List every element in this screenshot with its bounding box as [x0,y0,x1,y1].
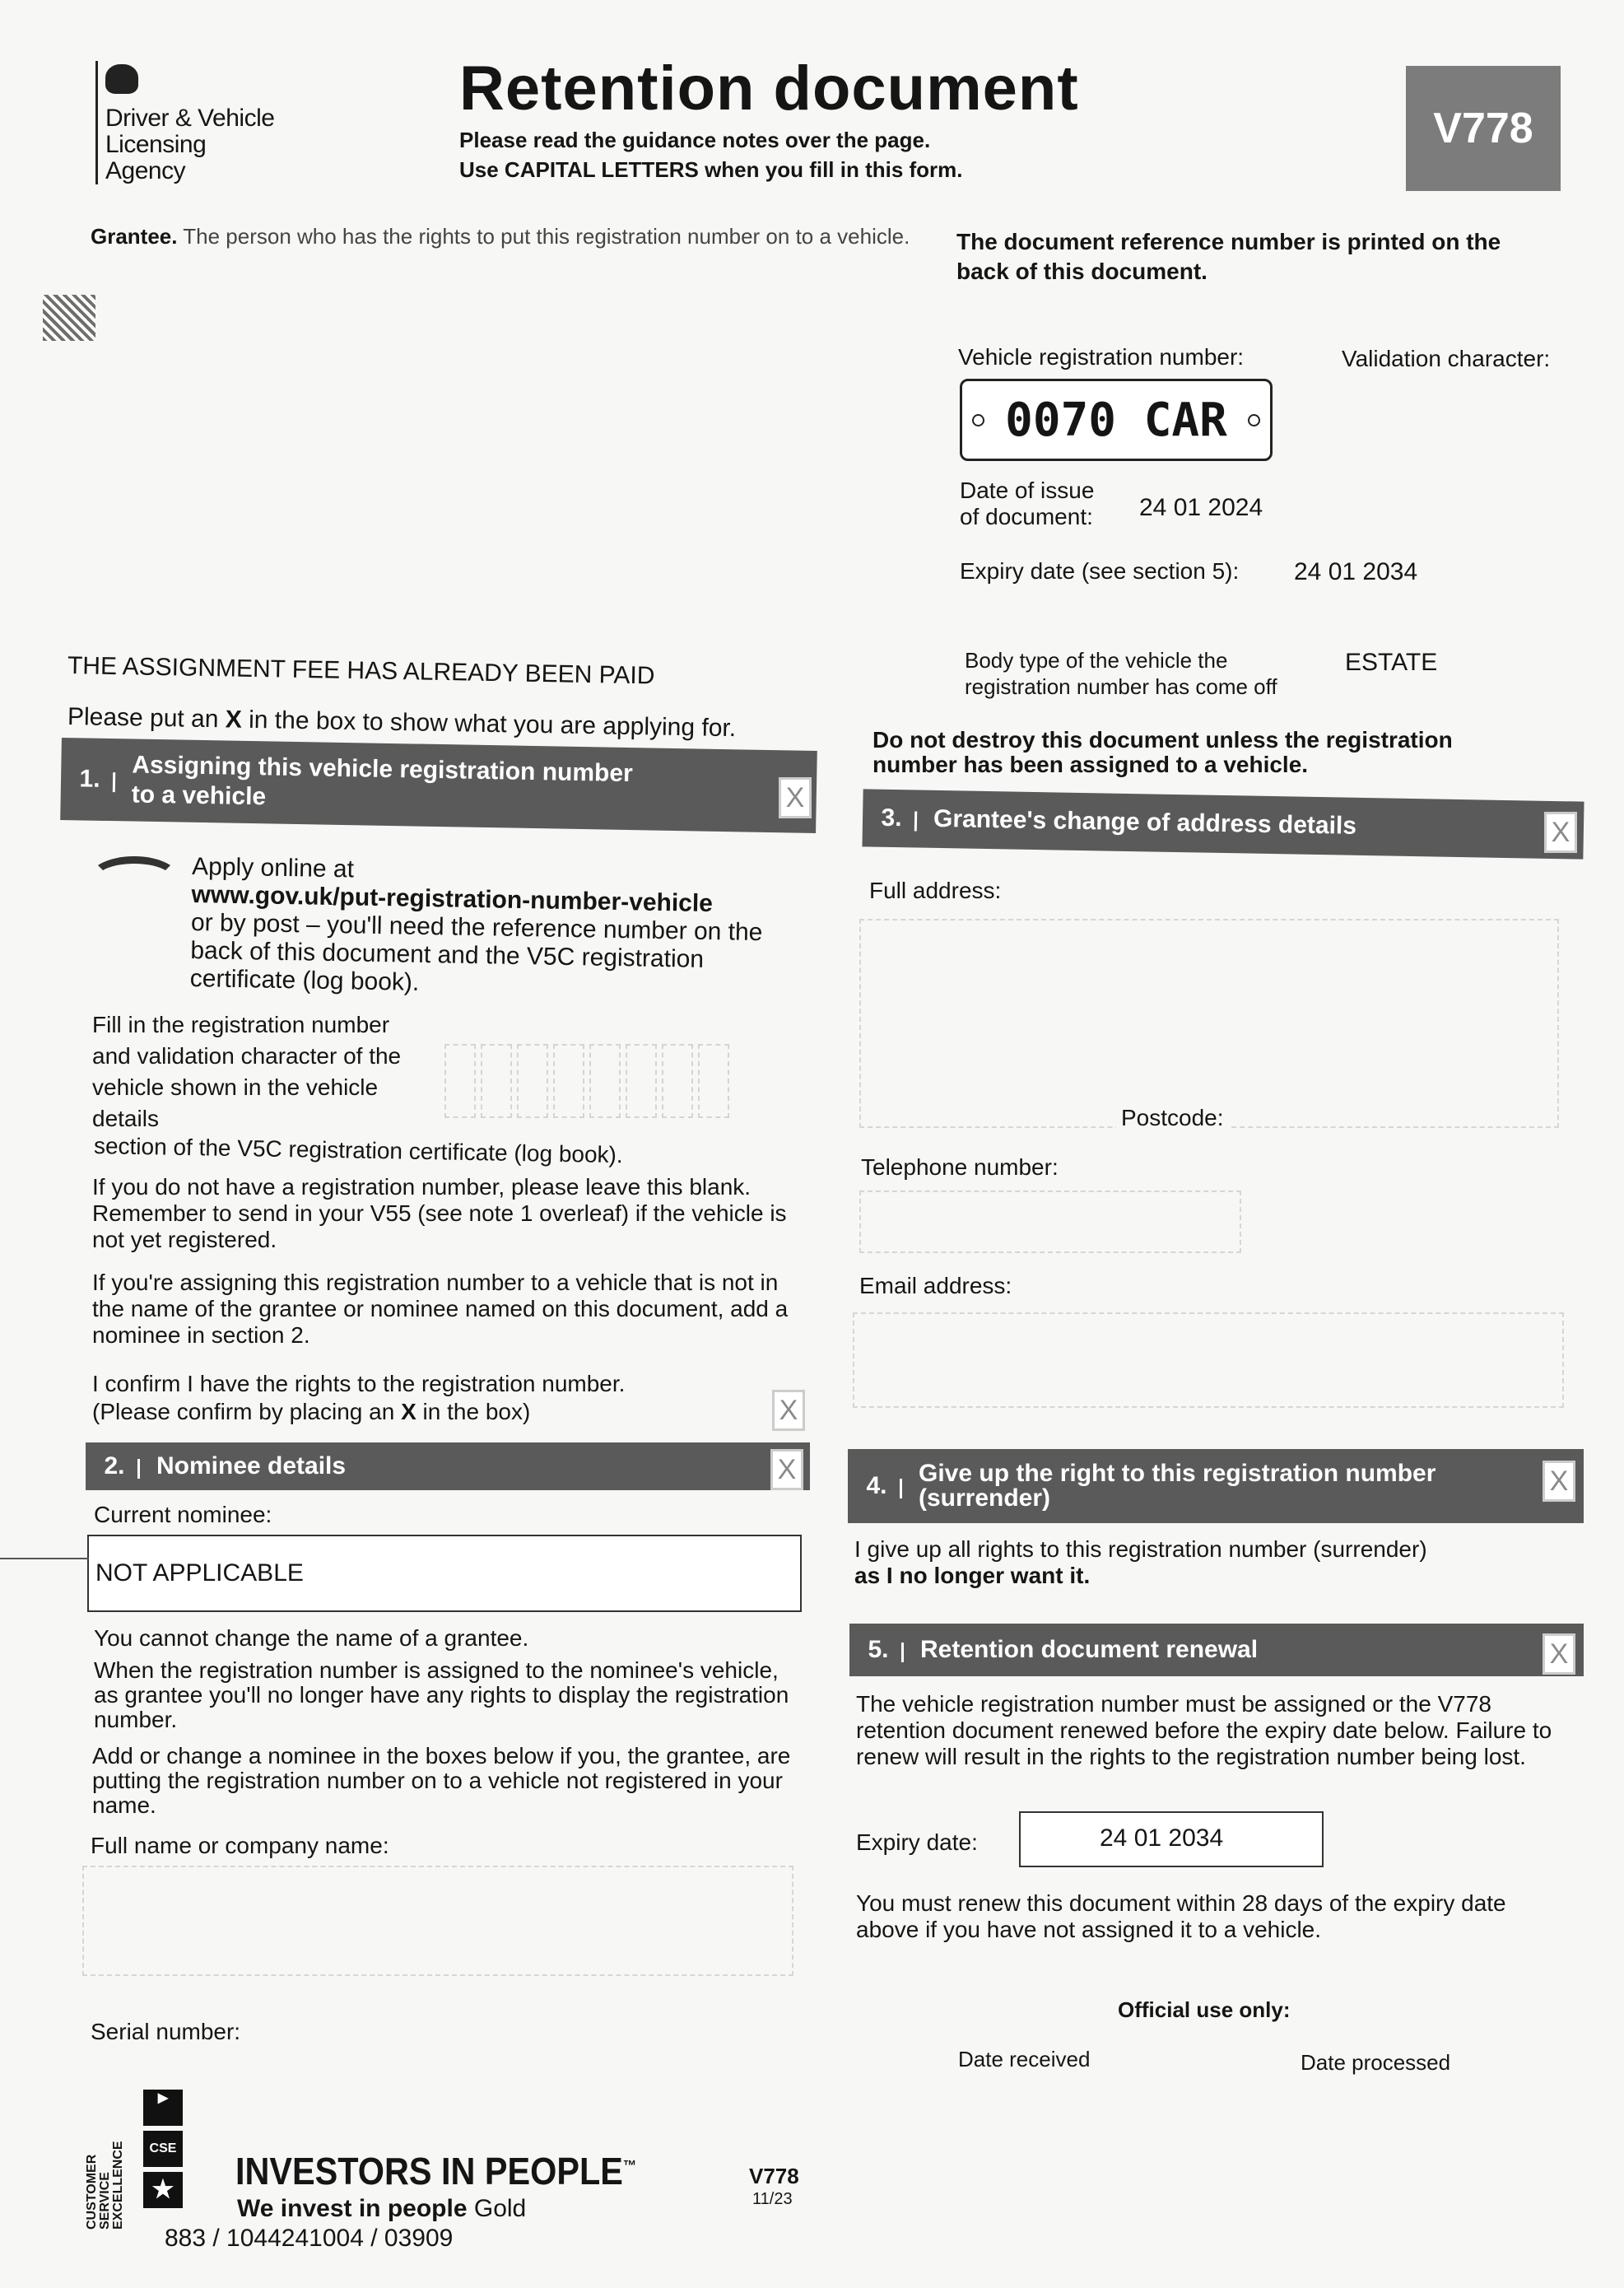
section-3-checkbox[interactable]: X [1544,812,1577,853]
reg-entry-cell[interactable] [698,1044,729,1118]
section-1-title-line2: to a vehicle [131,781,267,811]
surrender-line2: as I no longer want it. [854,1563,1091,1588]
footer-form-code: V778 [749,2164,799,2188]
cse-label [85,2123,125,2230]
iip-title-text: INVESTORS IN PEOPLE [235,2150,623,2192]
iip-tagline [237,2193,526,2225]
grantee-note-text: The person who has the rights to put this registration number on to a vehicle. [183,224,910,249]
confirm-line1: I confirm I have the rights to the registration number. [92,1371,626,1396]
section-2-number: 2. [86,1452,143,1480]
document-title: Retention document [459,54,1079,123]
reg-entry-cell[interactable] [553,1044,584,1118]
current-nominee-label: Current nominee: [94,1502,272,1527]
section-3-title: Grantee's change of address details [933,804,1357,840]
not-in-name-text: If you're assigning this registration number to a vehicle that is not in the name of the grantee or nominee named on this document, add a nominee in section 2. [92,1270,789,1348]
body-type-label-line2: registration number has come off [965,674,1277,699]
postcode-label: Postcode: [1116,1103,1229,1133]
registration-number: 0070 CAR [1005,393,1227,447]
add-change-text: Add or change a nominee in the boxes below if you, the grantee, are putting the registration number on to a vehicle not registered in your name. [92,1743,791,1818]
section-5-checkbox[interactable]: X [1543,1633,1575,1675]
serial-number-label: Serial number: [91,2019,241,2044]
subtitle-line2: Use CAPITAL LETTERS when you fill in this form. [459,157,963,182]
section-1-title [118,750,633,818]
royal-crest-icon [105,64,138,94]
full-name-label: Full name or company name: [91,1833,389,1858]
reg-entry-cell[interactable] [626,1044,657,1118]
full-address-label: Full address: [869,878,1002,903]
confirm-line2-post: in the box) [422,1399,531,1424]
subtitle-line1: Please read the guidance notes over the page. [459,128,931,152]
apply-online-url[interactable]: www.gov.uk/put-registration-number-vehicle [191,881,714,918]
validation-char-label: Validation character: [1342,346,1551,371]
online-signal-icon [89,856,179,902]
form-code-badge: V778 [1406,66,1561,191]
confirm-line2-x: X [401,1399,416,1424]
issue-date-label [960,478,1094,530]
section-4-title-line2: (surrender) [919,1484,1051,1512]
apply-block [190,853,802,1004]
confirm-line2 [92,1398,767,1426]
agency-line3: Agency [105,157,186,184]
section-2-checkbox[interactable]: X [770,1449,803,1490]
full-name-input[interactable] [82,1866,793,1976]
confirm-rights-checkbox[interactable]: X [772,1390,805,1431]
confirm-text [92,1370,767,1426]
surrender-text [854,1536,1427,1589]
section-5-title: Retention document renewal [920,1636,1259,1663]
iip-tag-text: We invest in people [237,2195,468,2222]
play-badge-icon: ▶ [143,2090,183,2126]
fill-in-text-end: section of the V5C registration certificate (log book). [93,1133,623,1168]
body-type-value: ESTATE [1345,649,1438,676]
cse-label-line3: EXCELLENCE [111,2141,125,2230]
section-4-header [848,1449,1584,1523]
document-serial: 883 / 1044241004 / 03909 [165,2225,454,2252]
no-reg-text: If you do not have a registration number, please leave this blank. Remember to send in your V55 (see note 1 overleaf) if the vehicle is not yet registered. [92,1174,787,1252]
section-3-number: 3. [863,804,921,832]
section-4-title [905,1461,1436,1511]
qr-code-icon [43,295,95,341]
instruction-post: in the box to show what you are applying for. [248,706,737,743]
reg-entry-cell[interactable] [589,1044,621,1118]
reg-entry-cell[interactable] [444,1044,476,1118]
email-label: Email address: [859,1273,1012,1298]
document-subtitle [459,125,963,184]
renewal-expiry-label: Expiry date: [856,1829,978,1855]
section-1-header [60,738,817,833]
date-received-label: Date received [958,2047,1091,2071]
cse-badge: CSE [143,2131,183,2167]
cannot-change-text: You cannot change the name of a grantee. [94,1625,529,1651]
investors-in-people-title [235,2149,636,2193]
issue-date-label-line2: of document: [960,504,1093,529]
reg-entry-boxes[interactable] [444,1044,729,1118]
section-1-checkbox[interactable]: X [779,777,812,818]
current-nominee-box [87,1535,802,1612]
official-use-title: Official use only: [1118,1997,1291,2022]
date-processed-label: Date processed [1301,2050,1451,2075]
section-4-checkbox[interactable]: X [1543,1461,1575,1502]
agency-line1: Driver & Vehicle [105,105,275,132]
fill-in-text: Fill in the registration number and validation character of the vehicle shown in the vehicle details [92,1012,402,1131]
do-not-destroy-note: Do not destroy this document unless the registration number has been assigned to a vehicle. [872,727,1453,777]
grantee-note-term: Grantee. [91,224,178,249]
reg-number-label: Vehicle registration number: [958,344,1245,370]
cse-label-line1: CUSTOMER [85,2154,99,2230]
reg-entry-cell[interactable] [517,1044,548,1118]
apply-online-text: Apply online at [191,853,355,883]
reg-entry-cell[interactable] [481,1044,512,1118]
issue-date-value: 24 01 2024 [1139,494,1263,521]
iip-level: Gold [473,2195,527,2222]
reg-entry-cell[interactable] [662,1044,693,1118]
section-2-header [86,1442,810,1490]
grantee-note [91,222,930,250]
agency-divider [95,61,98,184]
plate-screw-icon [972,414,984,426]
agency-line2: Licensing [105,131,207,158]
section-5-number: 5. [849,1636,907,1664]
section-1-title-line1: Assigning this vehicle registration number [132,751,634,788]
email-input[interactable] [853,1312,1564,1408]
expiry-date-value: 24 01 2034 [1294,558,1418,585]
fee-paid-notice: THE ASSIGNMENT FEE HAS ALREADY BEEN PAID [67,652,655,690]
full-address-input[interactable] [859,919,1559,1128]
telephone-input[interactable] [859,1191,1241,1253]
section-5-header [849,1624,1584,1676]
scan-edge-line [0,1558,89,1559]
instruction-text [67,701,737,744]
expiry-date-label: Expiry date (see section 5): [960,558,1240,584]
doc-ref-note: The document reference number is printed on the back of this document. [956,229,1501,284]
surrender-line1: I give up all rights to this registration number (surrender) [854,1536,1427,1562]
body-type-label-line1: Body type of the vehicle the [965,648,1228,673]
section-3-header [862,789,1584,859]
issue-date-label-line1: Date of issue [960,478,1095,503]
when-assigned-text: When the registration number is assigned to the nominee's vehicle, as grantee you'll no longer have any rights to display the registration number. [94,1657,789,1732]
section-1-number: 1. [61,765,119,794]
renewal-expiry-value: 24 01 2034 [1100,1824,1224,1852]
section-4-title-line1: Give up the right to this registration number [919,1460,1436,1487]
star-badge-icon: ★ [143,2172,183,2208]
plate-screw-icon [1248,414,1260,426]
agency-name [105,105,274,184]
renewal-expiry-box [1019,1811,1324,1867]
renewal-body-text: The vehicle registration number must be assigned or the V778 retention document renewed before the expiry date below. Failure to renew will result in the rights to the registration number being lost. [856,1691,1552,1769]
section-2-title: Nominee details [156,1452,347,1480]
instruction-x: X [225,706,243,734]
current-nominee-value: NOT APPLICABLE [95,1559,304,1587]
footer-form-version: 11/23 [752,2190,793,2208]
apply-post-text: or by post – you'll need the reference number on the back of this document and the V5C registration certificate (log book). [189,909,763,996]
cse-label-line2: SERVICE [98,2172,112,2230]
telephone-label: Telephone number: [861,1154,1059,1180]
body-type-label [965,647,1277,700]
renew-note-text: You must renew this document within 28 days of the expiry date above if you have not assigned it to a vehicle. [856,1890,1506,1942]
registration-plate [960,379,1273,461]
confirm-line2-pre: (Please confirm by placing an [92,1399,395,1424]
section-4-number: 4. [848,1472,905,1500]
iip-trademark: ™ [622,2157,637,2174]
instruction-pre: Please put an [67,703,219,734]
